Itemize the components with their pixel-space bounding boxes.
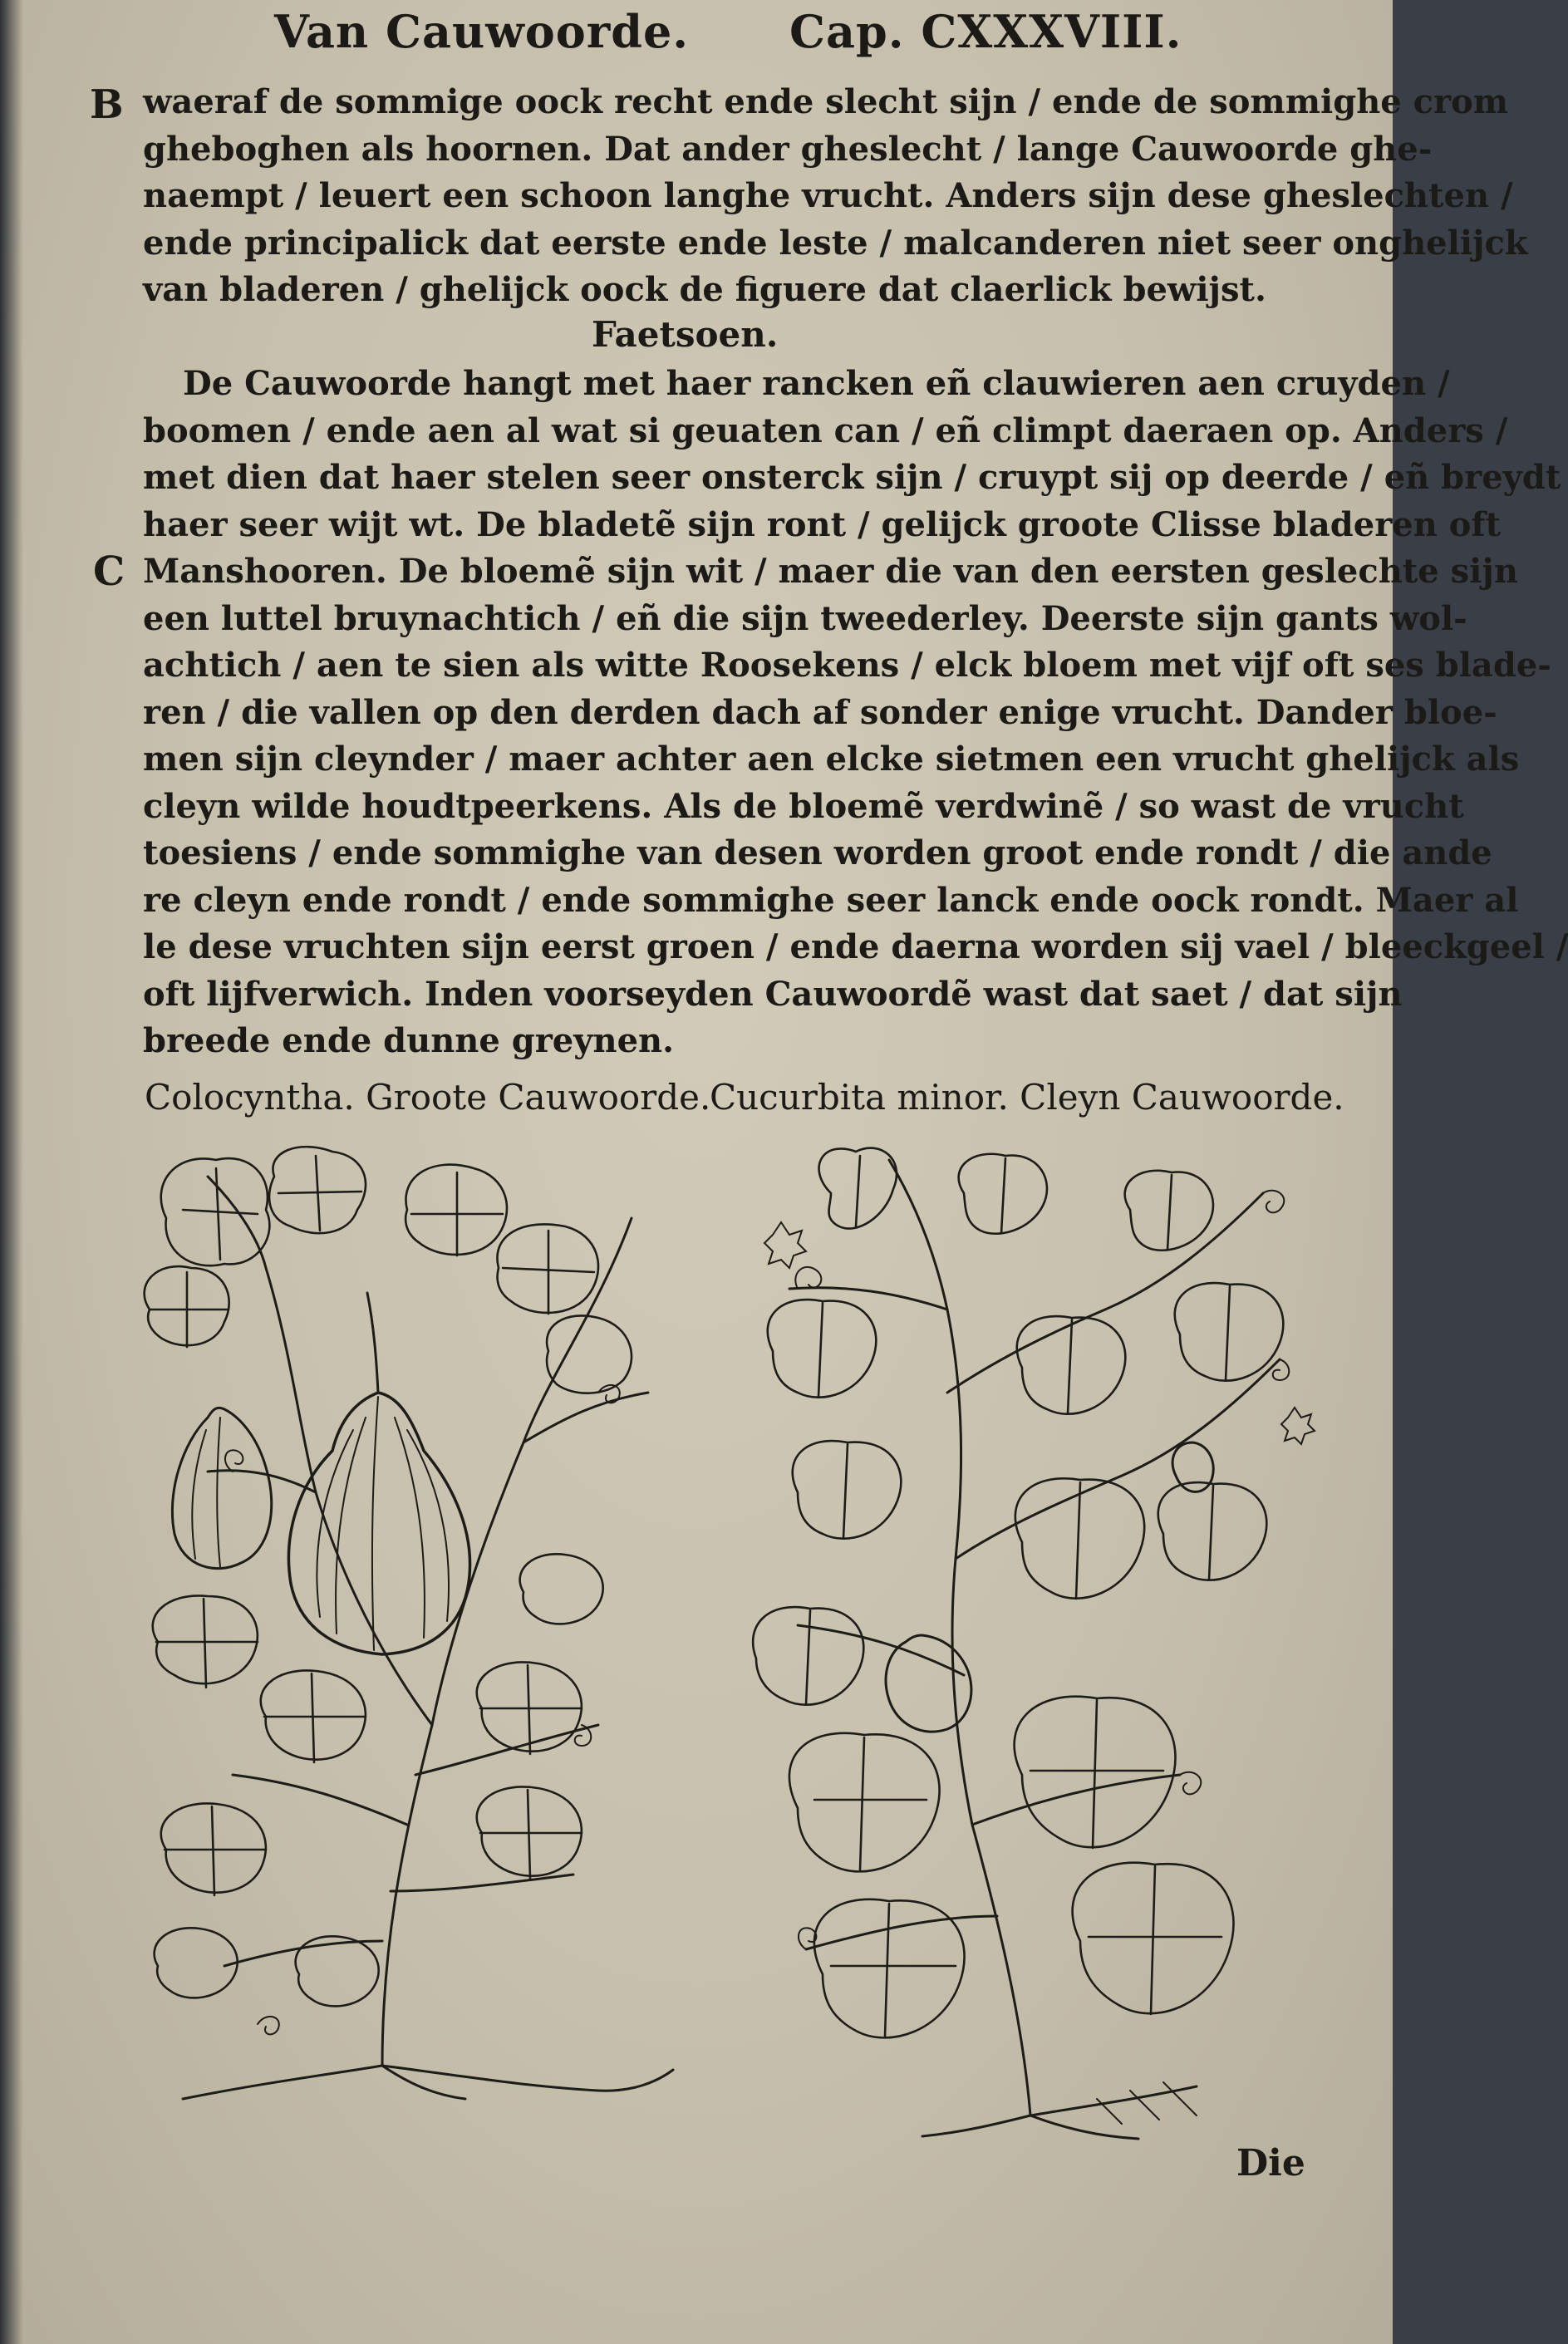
text-line: re cleyn ende rondt / ende sommighe seer lanck ende oock rondt. Maer al (143, 880, 1519, 920)
text-line: breede ende dunne greynen. (143, 1021, 675, 1060)
text-line: oft lijfverwich. Inden voorseyden Cauwoordẽ wast dat saet / dat sijn (143, 974, 1403, 1014)
paragraph-2 (143, 361, 1568, 1065)
section-heading: Faetsoen. (592, 314, 779, 355)
text-line: naempt / leuert een schoon langhe vrucht. Anders sijn dese gheslechten / (143, 176, 1513, 215)
text-line: le dese vruchten sijn eerst groen / ende daerna worden sij vael / bleeckgeel / (143, 927, 1568, 966)
text-line: gheboghen als hoornen. Dat ander gheslecht / lange Cauwoorde ghe- (143, 129, 1433, 169)
paragraph-1 (143, 79, 1528, 314)
margin-marker-b: B (90, 81, 124, 128)
text-line: van bladeren / ghelijck oock de figuere dat claerlick bewijst. (143, 270, 1266, 309)
chapter-number: Cap. CXXXVIII. (789, 5, 1182, 58)
text-line: toesiens / ende sommighe van desen worden groot ende rondt / die ande (143, 833, 1492, 872)
caption-cucurbita-minor: Cucurbita minor. Cleyn Cauwoorde. (710, 1077, 1344, 1118)
text-line: men sijn cleynder / maer achter aen elcke sietmen een vrucht ghelijck als (143, 740, 1520, 779)
catchword: Die (1236, 2142, 1305, 2184)
text-line: Manshooren. De bloemẽ sijn wit / maer die van den eersten geslechte sijn (143, 552, 1518, 591)
running-title: Van Cauwoorde. (274, 5, 690, 58)
text-line: boomen / ende aen al wat si geuaten can / eñ climpt daeraen op. Anders / (143, 410, 1508, 450)
text-line: ren / die vallen op den derden dach af sonder enige vrucht. Dander bloe- (143, 692, 1497, 732)
cucurbita-minor-woodcut-illustration (748, 1143, 1321, 2140)
caption-colocyntha: Colocyntha. Groote Cauwoorde. (145, 1077, 711, 1118)
text-line: haer seer wijt wt. De bladetẽ sijn ront / gelijck groote Clisse bladeren oft (143, 504, 1502, 544)
text-line: De Cauwoorde hangt met haer rancken eñ clauwieren aen cruyden / (183, 364, 1450, 403)
margin-marker-c: C (93, 548, 125, 595)
text-line: ende principalick dat eerste ende leste / malcanderen niet seer onghelijck (143, 223, 1528, 263)
text-line: cleyn wilde houdtpeerkens. Als de bloemẽ verdwinẽ / so wast de vrucht (143, 786, 1464, 826)
gutter-shadow (0, 0, 23, 2344)
text-line: achtich / aen te sien als witte Roosekens / elck bloem met vijf oft ses blade- (143, 646, 1551, 685)
text-line: waeraf de sommige oock recht ende slecht sijn / ende de sommighe crom (143, 82, 1509, 121)
text-line: met dien dat haer stelen seer onsterck sijn / cruypt sij op deerde / eñ breydt (143, 458, 1561, 497)
text-line: een luttel bruynachtich / eñ die sijn tweederley. Deerste sijn gants wol- (143, 598, 1467, 638)
colocyntha-woodcut-illustration (133, 1143, 715, 2099)
